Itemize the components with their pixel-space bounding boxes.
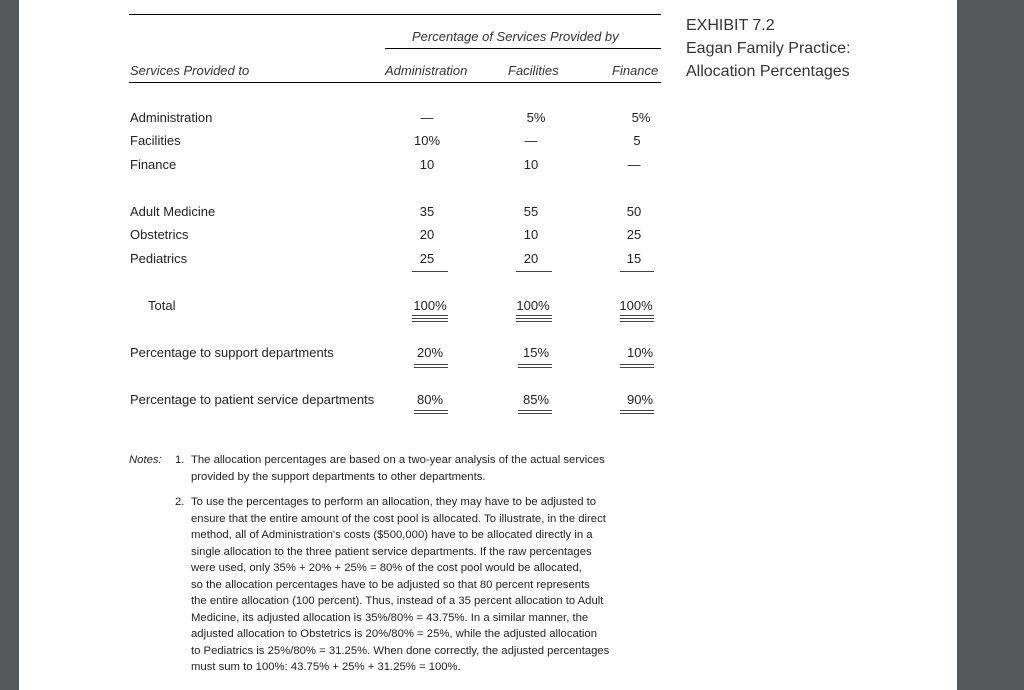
cell: 5% [526,110,546,125]
cell: 100% [516,298,550,313]
cell: 100% [413,298,447,313]
total-overline [620,315,654,316]
note2-line: the entire allocation (100 percent). Thus, instead of a 35 percent allocation to Adult [191,595,604,607]
cell: 80% [416,392,444,407]
note2-line: single allocation to the three patient service departments. If the raw percentages [191,545,592,558]
total-overline [412,315,448,316]
cell: 5% [631,110,651,125]
row-label-obstetrics: Obstetrics [130,227,189,242]
patient-double-underline [414,410,448,414]
note1-number: 1. [175,454,185,466]
row-label-adult-medicine: Adult Medicine [130,204,216,219]
cell: 10% [413,133,441,148]
exhibit-title-block [686,14,851,83]
cell: — [420,110,434,125]
column-header-rule [129,82,661,83]
row-label-total: Total [148,298,176,313]
note1-text [191,452,605,485]
note2-line: To use the percentages to perform an allocation, they may have to be adjusted to [191,496,597,508]
subtotal-underline [620,271,654,272]
cell: 20 [523,251,539,266]
cell: 15 [626,251,642,266]
cell: 10 [419,157,435,172]
notes-label: Notes: [129,454,162,466]
exhibit-number: EXHIBIT 7.2 [686,17,775,34]
note2-number: 2. [175,496,185,508]
note2-line: adjusted allocation to Obstetrics is 20%/80% = 25%, while the adjusted allocation [191,628,597,640]
total-overline [516,315,552,316]
note2-line: so the allocation percentages have to be adjusted so that 80 percent represents [191,578,590,591]
row-label-pediatrics: Pediatrics [130,251,188,266]
total-double-underline [516,318,552,322]
cell: 25 [419,251,435,266]
cell: 10 [523,157,539,172]
cell: 35 [419,204,435,219]
cell: 10 [523,227,539,242]
note1-line: provided by the support departments to other departments. [191,470,486,483]
note2-text [191,494,609,676]
table-top-rule [129,14,661,15]
column-header-finance: Finance [612,63,659,78]
cell: 85% [522,392,550,407]
support-double-underline [518,364,552,368]
group-header-rule [385,48,661,49]
cell: 5 [633,133,641,148]
column-header-facilities: Facilities [508,63,559,78]
subtotal-underline [412,271,448,272]
cell: 15% [522,345,550,360]
cell: 25 [626,227,642,242]
row-label-patient-service: Percentage to patient service departments [130,392,375,407]
patient-double-underline [518,410,552,414]
total-double-underline [412,318,448,322]
cell: 100% [619,298,653,313]
cell: 50 [626,204,642,219]
group-header: Percentage of Services Provided by [412,29,619,44]
row-label-finance: Finance [130,157,177,172]
subtotal-underline [516,271,552,272]
cell: 90% [626,392,654,407]
row-label-facilities: Facilities [130,133,181,148]
support-double-underline [414,364,448,368]
note2-line: to Pediatrics is 25%/80% = 31.25%. When done correctly, the adjusted percentages [191,644,610,657]
exhibit-title-line2: Allocation Percentages [686,63,850,80]
row-label-support: Percentage to support departments [130,345,334,360]
cell: 10% [626,345,654,360]
support-double-underline [620,364,654,368]
cell: 55 [523,204,539,219]
note2-line: method, all of Administration's costs ($500,000) have to be allocated directly in a [191,529,593,541]
cell: — [524,133,538,148]
cell: — [627,157,641,172]
exhibit-title-line1: Eagan Family Practice: [686,40,851,57]
column-header-administration: Administration [385,63,468,78]
row-header: Services Provided to [130,63,250,78]
total-double-underline [620,318,654,322]
cell: 20 [419,227,435,242]
note2-line: must sum to 100%: 43.75% + 25% + 31.25% = 100%. [191,661,461,673]
note2-line: ensure that the entire amount of the cost pool is allocated. To illustrate, in the direct [191,512,606,525]
note2-line: Medicine, its adjusted allocation is 35%/80% = 43.75%. In a similar manner, the [191,611,589,624]
note2-line: were used, only 35% + 20% + 25% = 80% of the cost pool would be allocated, [191,562,582,574]
note1-line: The allocation percentages are based on a two-year analysis of the actual services [191,454,605,466]
patient-double-underline [620,410,654,414]
row-label-administration: Administration [130,110,213,125]
cell: 20% [416,345,444,360]
